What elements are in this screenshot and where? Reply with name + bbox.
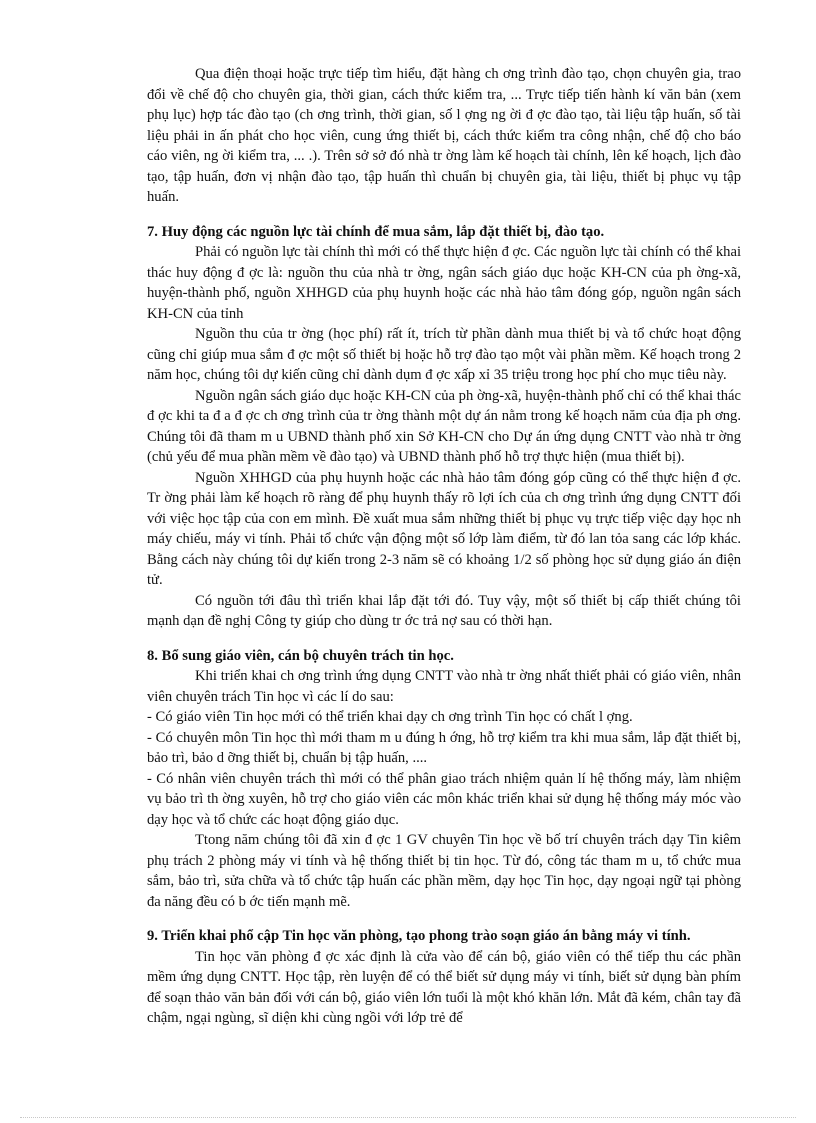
section-7-paragraph-5: Có nguồn tới đâu thì triển khai lắp đặt tới đó. Tuy vậy, một số thiết bị cấp thiết chúng tôi mạnh dạn đề nghị Công ty giúp cho dùng tr ớc trả nợ sau có thời hạn. — [147, 592, 741, 629]
intro-paragraph: Qua điện thoại hoặc trực tiếp tìm hiểu, đặt hàng ch ơng trình đào tạo, chọn chuyên gia, trao đổi về chế độ cho chuyên gia, thời gian, cách thức kiểm tra, ... Trực tiếp tiến hành kí văn bản (xem phụ lục) hợp tác đào tạo (ch ơng trình, thời gian, số l ợng ng ời đ ợc đào tạo, tài liệu tập huấn, số tài liệu phải in ấn phát cho học viên, cung ứng thiết bị, cách thức kiểm tra công nhận, chế độ cho báo cáo viên, ng ời kiểm tra, ... .). Trên sở sở đó nhà tr ờng làm kế hoạch tài chính, lên kế hoạch, lịch đào tạo, tập huấn, đơn vị nhận đào tạo, tập huấn thì chuẩn bị chuyên gia, tài liệu, thiết bị phục vụ tập huấn. — [147, 66, 741, 205]
section-8-heading: 8. Bổ sung giáo viên, cán bộ chuyên trách tin học. — [147, 647, 454, 664]
section-8-closing-paragraph: Ttong năm chúng tôi đã xin đ ợc 1 GV chuyên Tin học về bố trí chuyên trách dạy Tin kiêm phụ trách 2 phòng máy vi tính và hệ thống thiết bị tin học. Từ đó, công tác tham m u, tổ chức mua sắm, bảo trì, sửa chữa và tổ chức tập huấn các phần mềm, dạy học Tin học, dạy ngoại ngữ tại phòng đa năng đều có b ớc tiến mạnh mẽ. — [147, 832, 741, 910]
section-7-paragraph-2: Nguồn thu của tr ờng (học phí) rất ít, trích từ phần dành mua thiết bị và tổ chức hoạt động cũng chỉ giúp mua sắm đ ợc một số thiết bị hoặc hỗ trợ đào tạo một vài phần mềm. Kế hoạch trong 2 năm học, chúng tôi dự kiến cũng chỉ dành dụm đ ợc xấp xỉ 35 triệu trong học phí cho mục tiêu này. — [147, 326, 741, 383]
section-7-paragraph-3: Nguồn ngân sách giáo dục hoặc KH-CN của ph ờng-xã, huyện-thành phố chỉ có thể khai thác đ ợc khi ta đ a đ ợc ch ơng trình của tr ờng thành một dự án nằm trong kế hoạch năm của địa ph ơng. Chúng tôi đã tham m u UBND thành phố xin Sở KH-CN cho Dự án ứng dụng CNTT vào nhà tr ờng (chủ yếu để mua phần mềm về đào tạo) và UBND thành phố hỗ trợ thực hiện (mua thiết bị). — [147, 387, 741, 465]
section-7-heading: 7. Huy động các nguồn lực tài chính để mua sắm, lắp đặt thiết bị, đào tạo. — [147, 223, 605, 240]
section-9-heading: 9. Triển khai phổ cập Tin học văn phòng, tạo phong trào soạn giáo án bằng máy vi tính. — [147, 928, 691, 944]
section-8-bullet-2: - Có chuyên môn Tin học thì mới tham m u đúng h ớng, hỗ trợ kiểm tra khi mua sắm, lắp đặt thiết bị, bảo trì, bảo d ỡng thiết bị, chuẩn bị tập huấn, .... — [147, 729, 741, 766]
section-8-bullet-3: - Có nhân viên chuyên trách thì mới có thể phân giao trách nhiệm quản lí hệ thống máy, làm nhiệm vụ bảo trì th ờng xuyên, hỗ trợ cho giáo viên các môn khác triển khai sử dụng hệ thống máy móc vào dạy học và tổ chức các hoạt động giáo dục. — [147, 770, 741, 828]
section-7-paragraph-1: Phải có nguồn lực tài chính thì mới có thể thực hiện đ ợc. Các nguồn lực tài chính có thể khai thác huy động đ ợc là: nguồn thu của nhà tr ờng, ngân sách giáo dục hoặc KH-CN của ph ờng-xã, huyện-thành phố, nguồn XHHGD của phụ huynh hoặc các nhà hảo tâm đóng góp, nguồn ngân sách KH-CN của tỉnh — [147, 244, 741, 322]
section-8-bullet-1: - Có giáo viên Tin học mới có thể triển khai dạy ch ơng trình Tin học có chất l ợng. — [147, 709, 633, 725]
section-7-paragraph-4: Nguồn XHHGD của phụ huynh hoặc các nhà hảo tâm đóng góp cũng có thể thực hiện đ ợc. Tr ờng phải làm kế hoạch rõ ràng để phụ huynh thấy rõ lợi ích của ch ơng trình ứng dụng CNTT đối với việc học tập của con em mình. Đề xuất mua sắm những thiết bị phục vụ trực tiếp việc dạy học nh máy chiếu, máy vi tính. Phải tổ chức vận động một số lớp làm điểm, từ đó lan tỏa sang các lớp khác. Bằng cách này chúng tôi dự kiến trong 2-3 năm sẽ có khoảng 1/2 số phòng học sử dụng giáo án điện tử. — [147, 469, 741, 588]
section-8-paragraph-1: Khi triển khai ch ơng trình ứng dụng CNTT vào nhà tr ờng nhất thiết phải có giáo viên, nhân viên chuyên trách Tin học vì các lí do sau: — [147, 668, 741, 705]
document-page — [147, 64, 741, 1029]
section-9-paragraph-1: Tin học văn phòng đ ợc xác định là cửa vào để cán bộ, giáo viên có thể tiếp thu các phần mềm ứng dụng CNTT. Học tập, rèn luyện để có thể biết sử dụng máy vi tính, biết sử dụng bàn phím để soạn thảo văn bản đối với cán bộ, giáo viên lớn tuổi là một khó khăn lớn. Mắt đã kém, chân tay đã chậm, ngại ngùng, sĩ diện khi cùng ngồi với lớp trẻ để — [147, 948, 741, 1026]
page-bottom-divider — [20, 1117, 796, 1118]
